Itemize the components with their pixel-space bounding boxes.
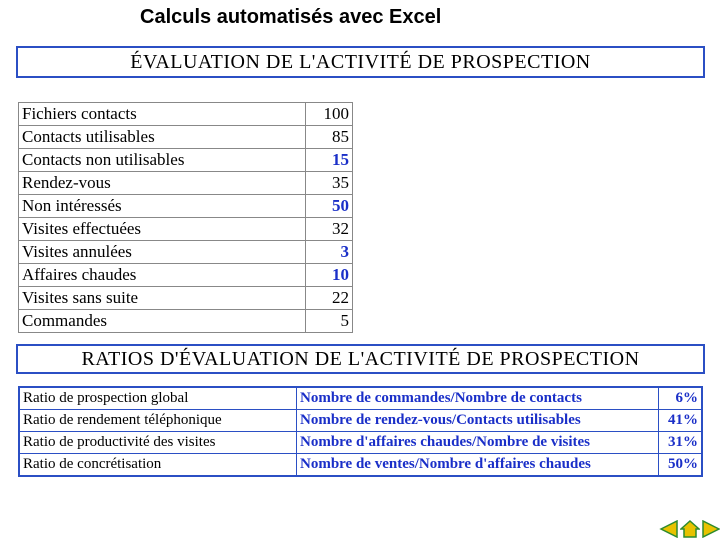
arrow-left-icon[interactable] bbox=[659, 520, 679, 538]
row-value: 22 bbox=[306, 287, 353, 310]
row-label: Rendez-vous bbox=[19, 172, 306, 195]
row-value: 50 bbox=[306, 195, 353, 218]
ratio-value: 6% bbox=[659, 387, 703, 410]
ratio-formula: Nombre de rendez-vous/Contacts utilisables bbox=[297, 410, 659, 432]
row-value: 15 bbox=[306, 149, 353, 172]
ratios-table bbox=[18, 386, 703, 477]
ratios-banner: RATIOS D'ÉVALUATION DE L'ACTIVITÉ DE PROSPECTION bbox=[16, 344, 705, 374]
ratio-value: 50% bbox=[659, 454, 703, 477]
row-label: Visites sans suite bbox=[19, 287, 306, 310]
row-label: Commandes bbox=[19, 310, 306, 333]
row-value: 85 bbox=[306, 126, 353, 149]
row-value: 10 bbox=[306, 264, 353, 287]
ratio-label: Ratio de rendement téléphonique bbox=[19, 410, 297, 432]
table-row bbox=[19, 310, 353, 333]
row-value: 5 bbox=[306, 310, 353, 333]
home-icon[interactable] bbox=[680, 520, 700, 538]
ratio-label: Ratio de concrétisation bbox=[19, 454, 297, 477]
row-label: Affaires chaudes bbox=[19, 264, 306, 287]
ratio-value: 31% bbox=[659, 432, 703, 454]
table-row bbox=[19, 241, 353, 264]
ratio-formula: Nombre d'affaires chaudes/Nombre de visites bbox=[297, 432, 659, 454]
table-row bbox=[19, 264, 353, 287]
table-row bbox=[19, 195, 353, 218]
ratio-label: Ratio de productivité des visites bbox=[19, 432, 297, 454]
ratio-value: 41% bbox=[659, 410, 703, 432]
ratio-label: Ratio de prospection global bbox=[19, 387, 297, 410]
row-value: 3 bbox=[306, 241, 353, 264]
table-row bbox=[19, 432, 702, 454]
slide-title: Calculs automatisés avec Excel bbox=[140, 6, 442, 28]
arrow-right-icon[interactable] bbox=[701, 520, 720, 538]
table-row bbox=[19, 410, 702, 432]
row-label: Fichiers contacts bbox=[19, 103, 306, 126]
table-row bbox=[19, 454, 702, 477]
table-row bbox=[19, 103, 353, 126]
table-row bbox=[19, 126, 353, 149]
table-row bbox=[19, 387, 702, 410]
ratio-formula: Nombre de ventes/Nombre d'affaires chaudes bbox=[297, 454, 659, 477]
table-row bbox=[19, 218, 353, 241]
row-label: Visites effectuées bbox=[19, 218, 306, 241]
activity-banner: ÉVALUATION DE L'ACTIVITÉ DE PROSPECTION bbox=[16, 46, 705, 78]
row-label: Visites annulées bbox=[19, 241, 306, 264]
row-value: 32 bbox=[306, 218, 353, 241]
row-label: Non intéressés bbox=[19, 195, 306, 218]
ratio-formula: Nombre de commandes/Nombre de contacts bbox=[297, 387, 659, 410]
row-value: 100 bbox=[306, 103, 353, 126]
row-label: Contacts non utilisables bbox=[19, 149, 306, 172]
table-row bbox=[19, 149, 353, 172]
row-value: 35 bbox=[306, 172, 353, 195]
activity-table bbox=[18, 102, 353, 333]
slide-nav bbox=[659, 520, 720, 538]
table-row bbox=[19, 287, 353, 310]
table-row bbox=[19, 172, 353, 195]
row-label: Contacts utilisables bbox=[19, 126, 306, 149]
